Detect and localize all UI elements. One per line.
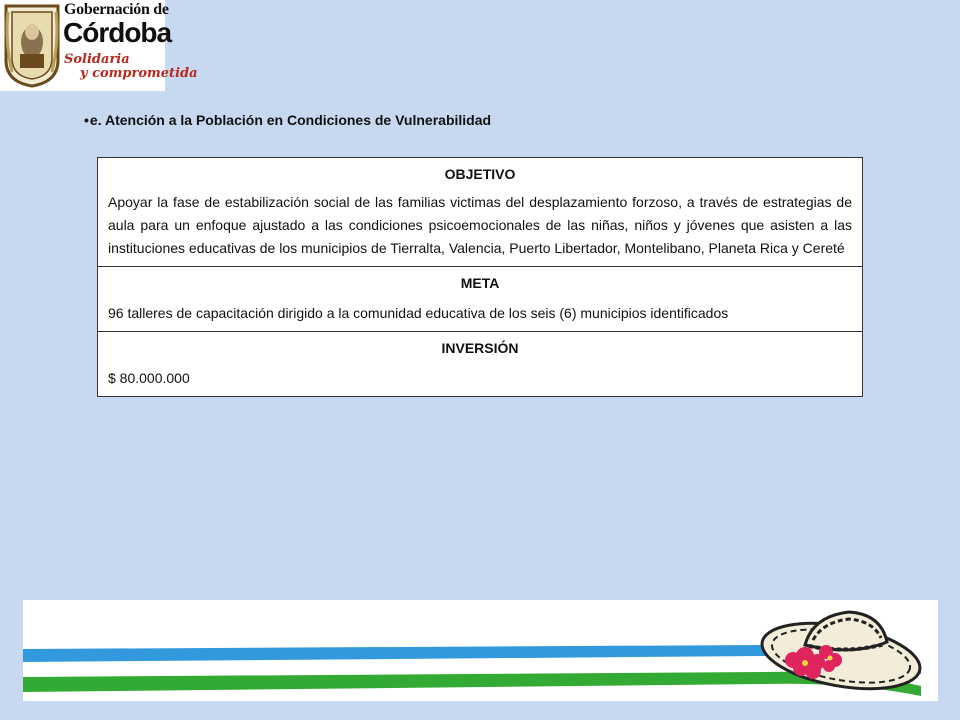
footer-banner (23, 600, 938, 701)
info-table (97, 157, 863, 397)
logo-line-4: y comprometida (80, 66, 198, 81)
investment-row (98, 332, 863, 397)
objective-title: OBJETIVO (444, 166, 516, 182)
objective-text: Apoyar la fase de estabilización social de las familias victimas del desplazamiento forzoso, a través de estrategias de aula para un enfoque ajustado a las condiciones psicoemocionales de las niñas, niños y jóvenes que asisten a las instituciones educativas de los municipios de Tierralta, Valencia, Puerto Libertador, Montelibano, Planeta Rica y Cereté (108, 194, 852, 256)
goal-row (98, 267, 863, 332)
sombrero-icon (757, 612, 925, 699)
flag-stripes-banner (23, 600, 938, 701)
goal-cell (98, 267, 863, 332)
section-heading-text: e. Atención a la Población en Condiciones de Vulnerabilidad (89, 112, 492, 128)
goal-title: META (460, 275, 500, 291)
green-stripe (23, 672, 921, 696)
section-heading (84, 112, 491, 128)
logo-line-3: Solidaria (64, 52, 130, 67)
gobernacion-cordoba-logo (0, 0, 198, 91)
objective-row (98, 158, 863, 267)
investment-cell (98, 332, 863, 397)
goal-text: 96 talleres de capacitación dirigido a la comunidad educativa de los seis (6) municipios identificados (108, 305, 729, 321)
logo-line-2: Córdoba (63, 17, 172, 48)
investment-title: INVERSIÓN (441, 340, 519, 356)
bullet: • (84, 112, 89, 128)
logo-line-1: Gobernación de (64, 1, 169, 18)
seal-icon (2, 2, 62, 88)
investment-text: $ 80.000.000 (108, 370, 190, 386)
objective-cell (98, 158, 863, 267)
